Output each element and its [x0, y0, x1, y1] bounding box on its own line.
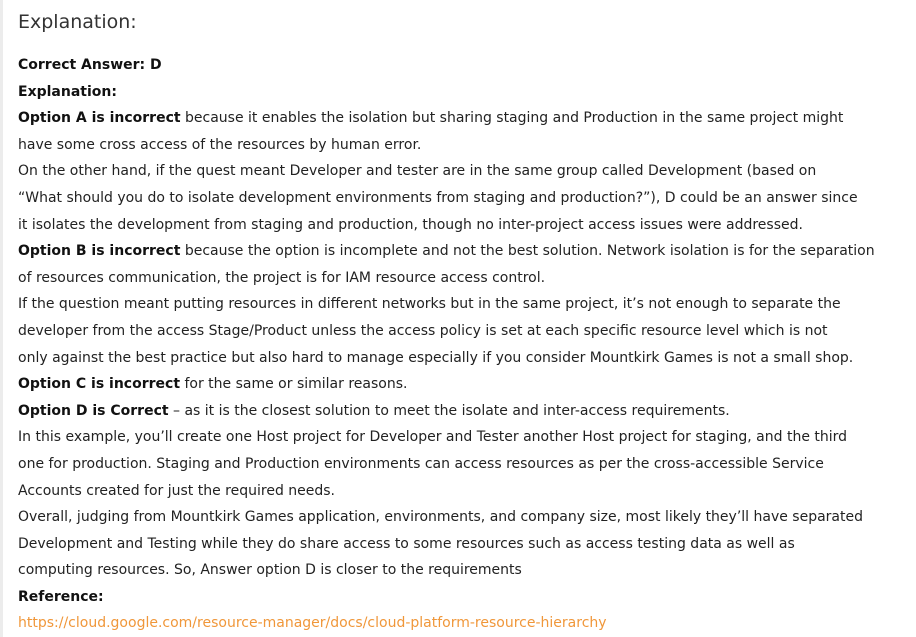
overall-line-2: Development and Testing while they do share access to some resources such as access testing data as well as	[18, 535, 795, 552]
other-hand-line-1: On the other hand, if the quest meant Developer and tester are in the same group called Development (based on	[18, 163, 817, 180]
example-line-1: In this example, you’ll create one Host project for Developer and Tester another Host project for staging, and the third	[18, 429, 848, 446]
option-c-line	[18, 371, 898, 398]
other-hand-line-3: it isolates the development from staging and production, though no inter-project access issues were addressed.	[18, 216, 803, 233]
reference-link-line	[18, 610, 898, 637]
option-a-line-1	[18, 105, 898, 132]
overall-line-3: computing resources. So, Answer option D is closer to the requirements	[18, 562, 522, 579]
example-line-2: one for production. Staging and Production environments can access resources as per the cross-accessible Service	[18, 455, 824, 472]
example-line-3: Accounts created for just the required needs.	[18, 482, 336, 499]
overall-line-1: Overall, judging from Mountkirk Games application, environments, and company size, most likely they’ll have separated	[18, 509, 864, 526]
option-a-verdict: Option A is incorrect	[18, 110, 181, 127]
reference-label: Reference:	[18, 588, 104, 605]
option-d-verdict: Option D is Correct	[18, 402, 169, 419]
reference-link[interactable]: https://cloud.google.com/resource-manager/docs/cloud-platform-resource-hierarchy	[18, 615, 607, 632]
explanation-body	[18, 52, 898, 637]
correct-answer: Correct Answer: D	[18, 57, 162, 73]
left-border	[0, 0, 3, 637]
option-d-line	[18, 398, 898, 425]
other-hand-line-2: “What should you do to isolate development environments from staging and production?”), D could be an answer since	[18, 189, 858, 206]
explanation-label: Explanation:	[18, 83, 117, 100]
if-question-line-1: If the question meant putting resources in different networks but in the same project, it’s not enough to separate the	[18, 296, 841, 313]
option-b-verdict: Option B is incorrect	[18, 243, 181, 260]
option-b-line-2: of resources communication, the project is for IAM resource access control.	[18, 269, 546, 286]
explanation-label-line	[18, 79, 898, 106]
option-c-text: for the same or similar reasons.	[180, 376, 408, 393]
option-a-text-1: because it enables the isolation but sharing staging and Production in the same project might	[180, 110, 844, 127]
reference-label-line	[18, 584, 898, 611]
option-b-text-1: because the option is incomplete and not the best solution. Network isolation is for the separation	[180, 243, 875, 260]
if-question-line-2: developer from the access Stage/Product unless the access policy is set at each specific resource level which is not	[18, 322, 828, 339]
section-heading: Explanation:	[18, 11, 137, 33]
if-question-line-3: only against the best practice but also hard to manage especially if you consider Mountkirk Games is not a small shop.	[18, 349, 854, 366]
option-d-text: – as it is the closest solution to meet the isolate and inter-access requirements.	[168, 402, 730, 419]
option-b-line-1	[18, 238, 898, 265]
option-a-line-2: have some cross access of the resources by human error.	[18, 136, 422, 153]
option-c-verdict: Option C is incorrect	[18, 376, 181, 393]
correct-answer-line	[18, 52, 898, 79]
